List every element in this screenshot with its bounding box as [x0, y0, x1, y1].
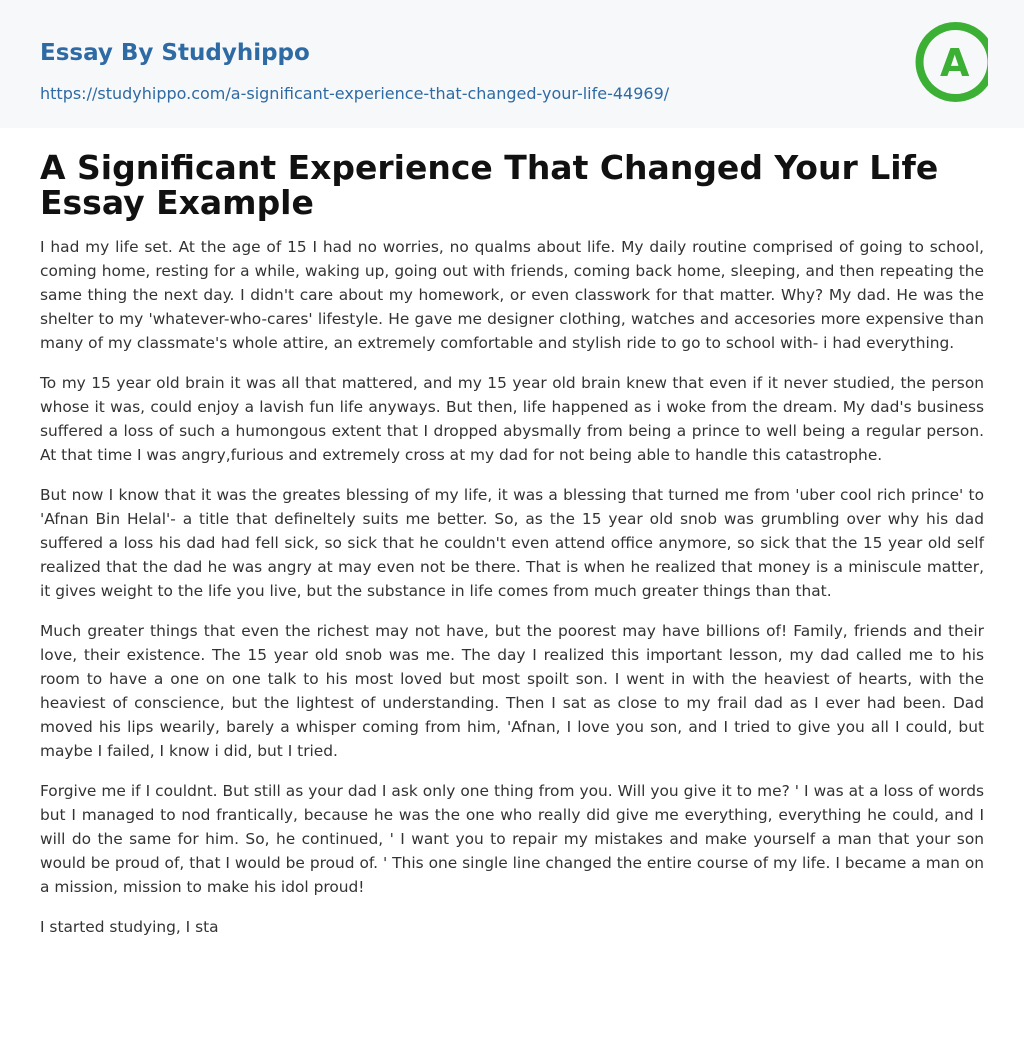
paragraph: I had my life set. At the age of 15 I had no worries, no qualms about life. My daily routine comprised of going to school, coming home, resting for a while, waking up, going out with friends, coming back home, sleeping, and then repeating the same thing the next day. I didn't care about my homework, or even classwork for that matter. Why? My dad. He was the shelter to my 'whatever-who-cares' lifestyle. He gave me designer clothing, watches and accesories more expensive than many of my classmate's whole attire, an extremely comfortable and stylish ride to go to school with- i had everything. — [40, 238, 984, 352]
logo-letter: A — [940, 41, 970, 85]
studyhippo-logo-icon[interactable] — [910, 18, 988, 106]
page-title: A Significant Experience That Changed Your Life Essay Example — [40, 148, 939, 222]
paragraph: Forgive me if I couldnt. But still as your dad I ask only one thing from you. Will you give it to me? ' I was at a loss of words but I managed to nod frantically, because he was the one who really did give me everything, everything he could, and I will do the same for him. So, he continued, ' I want you to repair my mistakes and make yourself a man that your son would be proud of, that I would be proud of. ' This one single line changed the entire course of my life. I became a man on a mission, mission to make his idol proud! — [40, 782, 984, 896]
paragraph: I started studying, I sta — [40, 918, 219, 936]
site-header — [0, 0, 1024, 128]
site-brand[interactable]: Essay By Studyhippo — [40, 40, 310, 66]
article-url-link[interactable]: https://studyhippo.com/a-significant-experience-that-changed-your-life-44969/ — [40, 84, 670, 103]
paragraph: To my 15 year old brain it was all that mattered, and my 15 year old brain knew that even if it never studied, the person whose it was, could enjoy a lavish fun life anyways. But then, life happened as i woke from the dream. My dad's business suffered a loss of such a humongous extent that I dropped abysmally from being a prince to well being a regular person. At that time I was angry,furious and extremely cross at my dad for not being able to handle this catastrophe. — [40, 374, 984, 464]
article-body — [40, 235, 984, 939]
article — [0, 128, 1024, 939]
paragraph: But now I know that it was the greates blessing of my life, it was a blessing that turned me from 'uber cool rich prince' to 'Afnan Bin Helal'- a title that defineltely suits me better. So, as the 15 year old snob was grumbling over why his dad suffered a loss his dad had fell sick, so sick that he couldn't even attend office anymore, so sick that the 15 year old self realized that the dad he was angry at may even not be there. That is when he realized that money is a miniscule matter, it gives weight to the life you live, but the substance in life comes from much greater things than that. — [40, 486, 984, 600]
paragraph: Much greater things that even the richest may not have, but the poorest may have billions of! Family, friends and their love, their existence. The 15 year old snob was me. The day I realized this important lesson, my dad called me to his room to have a one on one talk to his most loved but most spoilt son. I went in with the heaviest of hearts, with the heaviest of conscience, but the lightest of understanding. Then I sat as close to my frail dad as I ever had been. Dad moved his lips wearily, barely a whisper coming from him, 'Afnan, I love you son, and I tried to give you all I could, but maybe I failed, I know i did, but I tried. — [40, 622, 984, 760]
